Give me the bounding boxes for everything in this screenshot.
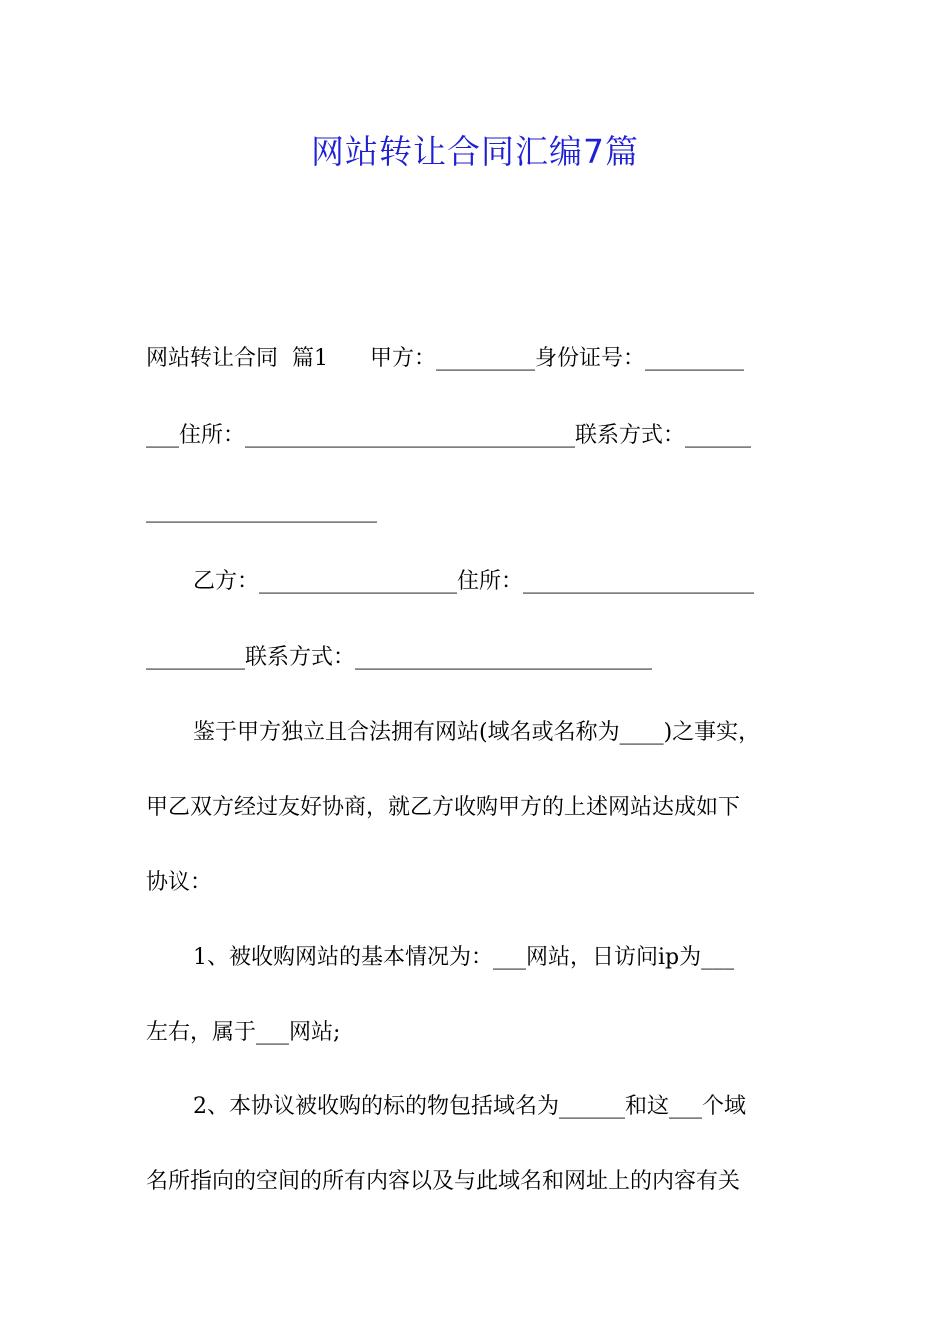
paragraph-line: 鉴于甲方独立且合法拥有网站(域名或名称为____)之事实， xyxy=(193,720,761,745)
paragraph-line: 名所指向的空间的所有内容以及与此域名和网址上的内容有关 xyxy=(146,1169,741,1194)
paragraph-line: 2、本协议被收购的标的物包括域名为______和这___个域 xyxy=(193,1094,746,1119)
paragraph-line: _____________________ xyxy=(146,498,377,523)
paragraph-line: 左右，属于___网站; xyxy=(146,1020,341,1045)
paragraph-line: 甲乙双方经过友好协商，就乙方收购甲方的上述网站达成如下 xyxy=(146,795,741,820)
paragraph-line: _________联系方式：___________________________ xyxy=(146,645,653,670)
paragraph-line: 1、被收购网站的基本情况为：___网站，日访问ip为___ xyxy=(193,945,735,970)
paragraph-line: ___住所：______________________________联系方式：______ xyxy=(146,423,752,448)
paragraph-line: 协议： xyxy=(146,870,213,895)
document-title: 网站转让合同汇编7篇 xyxy=(311,132,639,171)
paragraph-line: 乙方：__________________住所：_____________________ xyxy=(193,569,755,594)
paragraph-line: 网站转让合同 篇1 甲方：_________身份证号：_________ xyxy=(146,346,744,371)
